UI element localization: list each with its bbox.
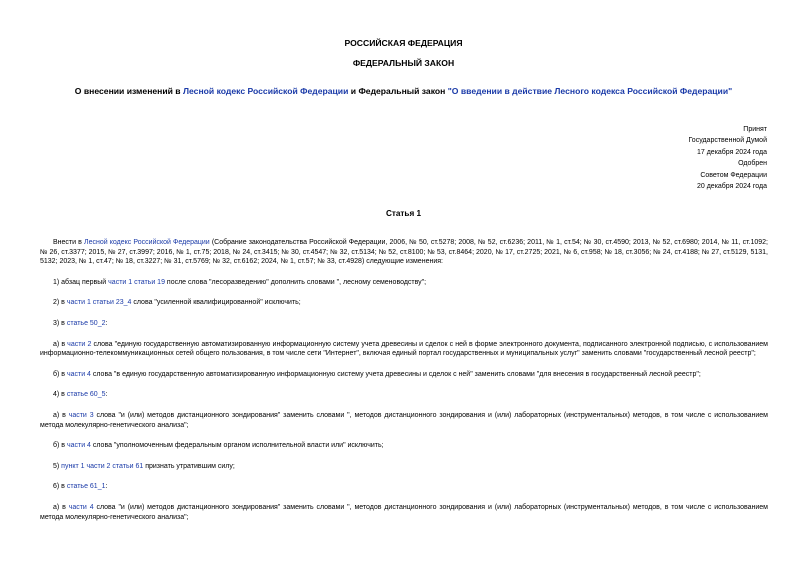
text: Внести в — [53, 239, 85, 246]
article-title: Статья 1 — [385, 209, 422, 218]
law-title — [0, 86, 807, 96]
ref-link-art60-5[interactable]: статье 60_5 — [66, 391, 106, 399]
ref-link-part4[interactable]: части 4 — [66, 442, 91, 450]
text: слова "уполномоченным федеральным органом исполнительной власти или" исключить; — [90, 442, 384, 450]
text: признать утратившим силу; — [143, 462, 235, 470]
text: 5) — [53, 462, 62, 470]
acceptance-line: Принят — [743, 126, 767, 133]
text: б) в — [53, 370, 67, 378]
text: слова "усиленной квалифицированной" исключить; — [131, 299, 301, 307]
text: 3) в — [53, 319, 67, 327]
text: : — [105, 391, 108, 399]
paragraph-6a — [40, 503, 768, 522]
text: 2) в — [53, 299, 67, 307]
paragraph-4b — [40, 441, 768, 451]
text: 6) в — [53, 483, 67, 491]
paragraph-4a — [40, 411, 768, 430]
paragraph-3b — [40, 370, 768, 380]
text: слова "единую государственную автоматизированную информационную систему учета древесины и сделок с ней в форме электронного документа, подписанного электронной подписью, с использованием информационно-телекоммуникационных сетей общего пользования, в том числе сети "Интернет", включая единый портал государственных и муниципальных услуг" заменить словами "государственный лесной реестр"; — [40, 340, 768, 358]
acceptance-block — [688, 124, 767, 192]
ref-link-art23-4[interactable]: части 1 статьи 23_4 — [66, 299, 132, 307]
text: а) в — [53, 340, 68, 348]
ref-link-part4[interactable]: части 4 — [68, 503, 94, 511]
paragraph-4 — [40, 390, 768, 400]
paragraph-6 — [40, 482, 768, 492]
country-heading: РОССИЙСКАЯ ФЕДЕРАЦИЯ — [344, 38, 463, 48]
text: после слова "лесоразведению" дополнить словами ", лесному семеноводству"; — [164, 278, 427, 286]
text: (Собрание законодательства Российской Федерации, 2006, № 50, ст.5278; 2008, № 52, ст.6236; 2011, № 1, ст.54; № 30, ст.4590; 2013, № 52, ст.6980; 2014, № 11, ст.1092; № 26, ст.3377; 2015, № 27, ст.3997; 2016, № 1, ст.75; 2018, № 24, ст.3415; № 30, ст.4547; № 32, ст.5134; № 52, ст.8100; № 53, ст.8464; 2020, № 17, ст.2725; 2021, № 6, ст.958; № 18, ст.3056; № 24, ст.4188; № 27, ст.5129, 5131, 5132; 2023, № 1, ст.47; № 18, ст.3227; № 31, ст.5769; № 32, ст.6162; 2024, № 1, ст.57; № 33, ст.4928) следующие изменения: — [40, 239, 768, 266]
law-type-heading: ФЕДЕРАЛЬНЫЙ ЗАКОН — [352, 58, 455, 68]
text: слова "в единую государственную автоматизированную информационную систему учета древесины и сделок с ней" заменить словами "для внесения в государственный лесной реестр"; — [90, 370, 701, 378]
text: слова "и (или) методов дистанционного зондирования" заменить словами ", методов дистанционного зондирования и (или) лабораторных (инструментальных) методов, в том числе с использованием метода молекулярно-генетического анализа"; — [40, 503, 768, 521]
paragraph-2 — [40, 298, 768, 308]
acceptance-line: Одобрен — [738, 160, 767, 168]
text: а) в — [53, 503, 69, 511]
acceptance-line: Советом Федерации — [700, 171, 767, 179]
article-body — [40, 238, 768, 522]
paragraph-3 — [40, 319, 768, 329]
paragraph-intro — [40, 238, 768, 267]
text: слова "и (или) методов дистанционного зондирования" заменить словами ", методов дистанционного зондирования и (или) лабораторных (инструментальных) методов, в том числе с использованием метода молекулярно-генетического анализа"; — [40, 411, 768, 429]
law-title-middle: и Федеральный закон — [348, 86, 448, 96]
paragraph-5 — [40, 462, 768, 472]
text: 1) абзац первый — [53, 278, 109, 286]
acceptance-line: 20 декабря 2024 года — [696, 183, 767, 191]
paragraph-3a — [40, 340, 768, 359]
acceptance-line: 17 декабря 2024 года — [696, 148, 767, 156]
ref-link-art61-1[interactable]: статье 61_1 — [66, 483, 106, 491]
text: а) в — [53, 411, 69, 419]
text: 4) в — [53, 391, 67, 399]
text: : — [105, 319, 108, 327]
text: б) в — [53, 442, 67, 450]
ref-link-part3[interactable]: части 3 — [68, 411, 94, 419]
law-title-prefix: О внесении изменений в — [74, 86, 183, 96]
ref-link-art19[interactable]: части 1 статьи 19 — [108, 278, 165, 286]
ref-link-part4[interactable]: части 4 — [66, 370, 91, 378]
acceptance-line: Государственной Думой — [688, 137, 767, 145]
ref-link-art50-2[interactable]: статье 50_2 — [66, 319, 106, 327]
forest-code-link[interactable]: Лесной кодекс Российской Федерации — [182, 86, 349, 96]
text: : — [105, 483, 108, 491]
intro-law-link[interactable]: "О введении в действие Лесного кодекса Российской Федерации" — [447, 86, 733, 96]
ref-link-part2[interactable]: части 2 — [67, 340, 92, 348]
forest-code-ref-link[interactable]: Лесной кодекс Российской Федерации — [84, 239, 210, 246]
ref-link-art61[interactable]: пункт 1 части 2 статьи 61 — [61, 462, 144, 470]
paragraph-1 — [40, 278, 768, 288]
